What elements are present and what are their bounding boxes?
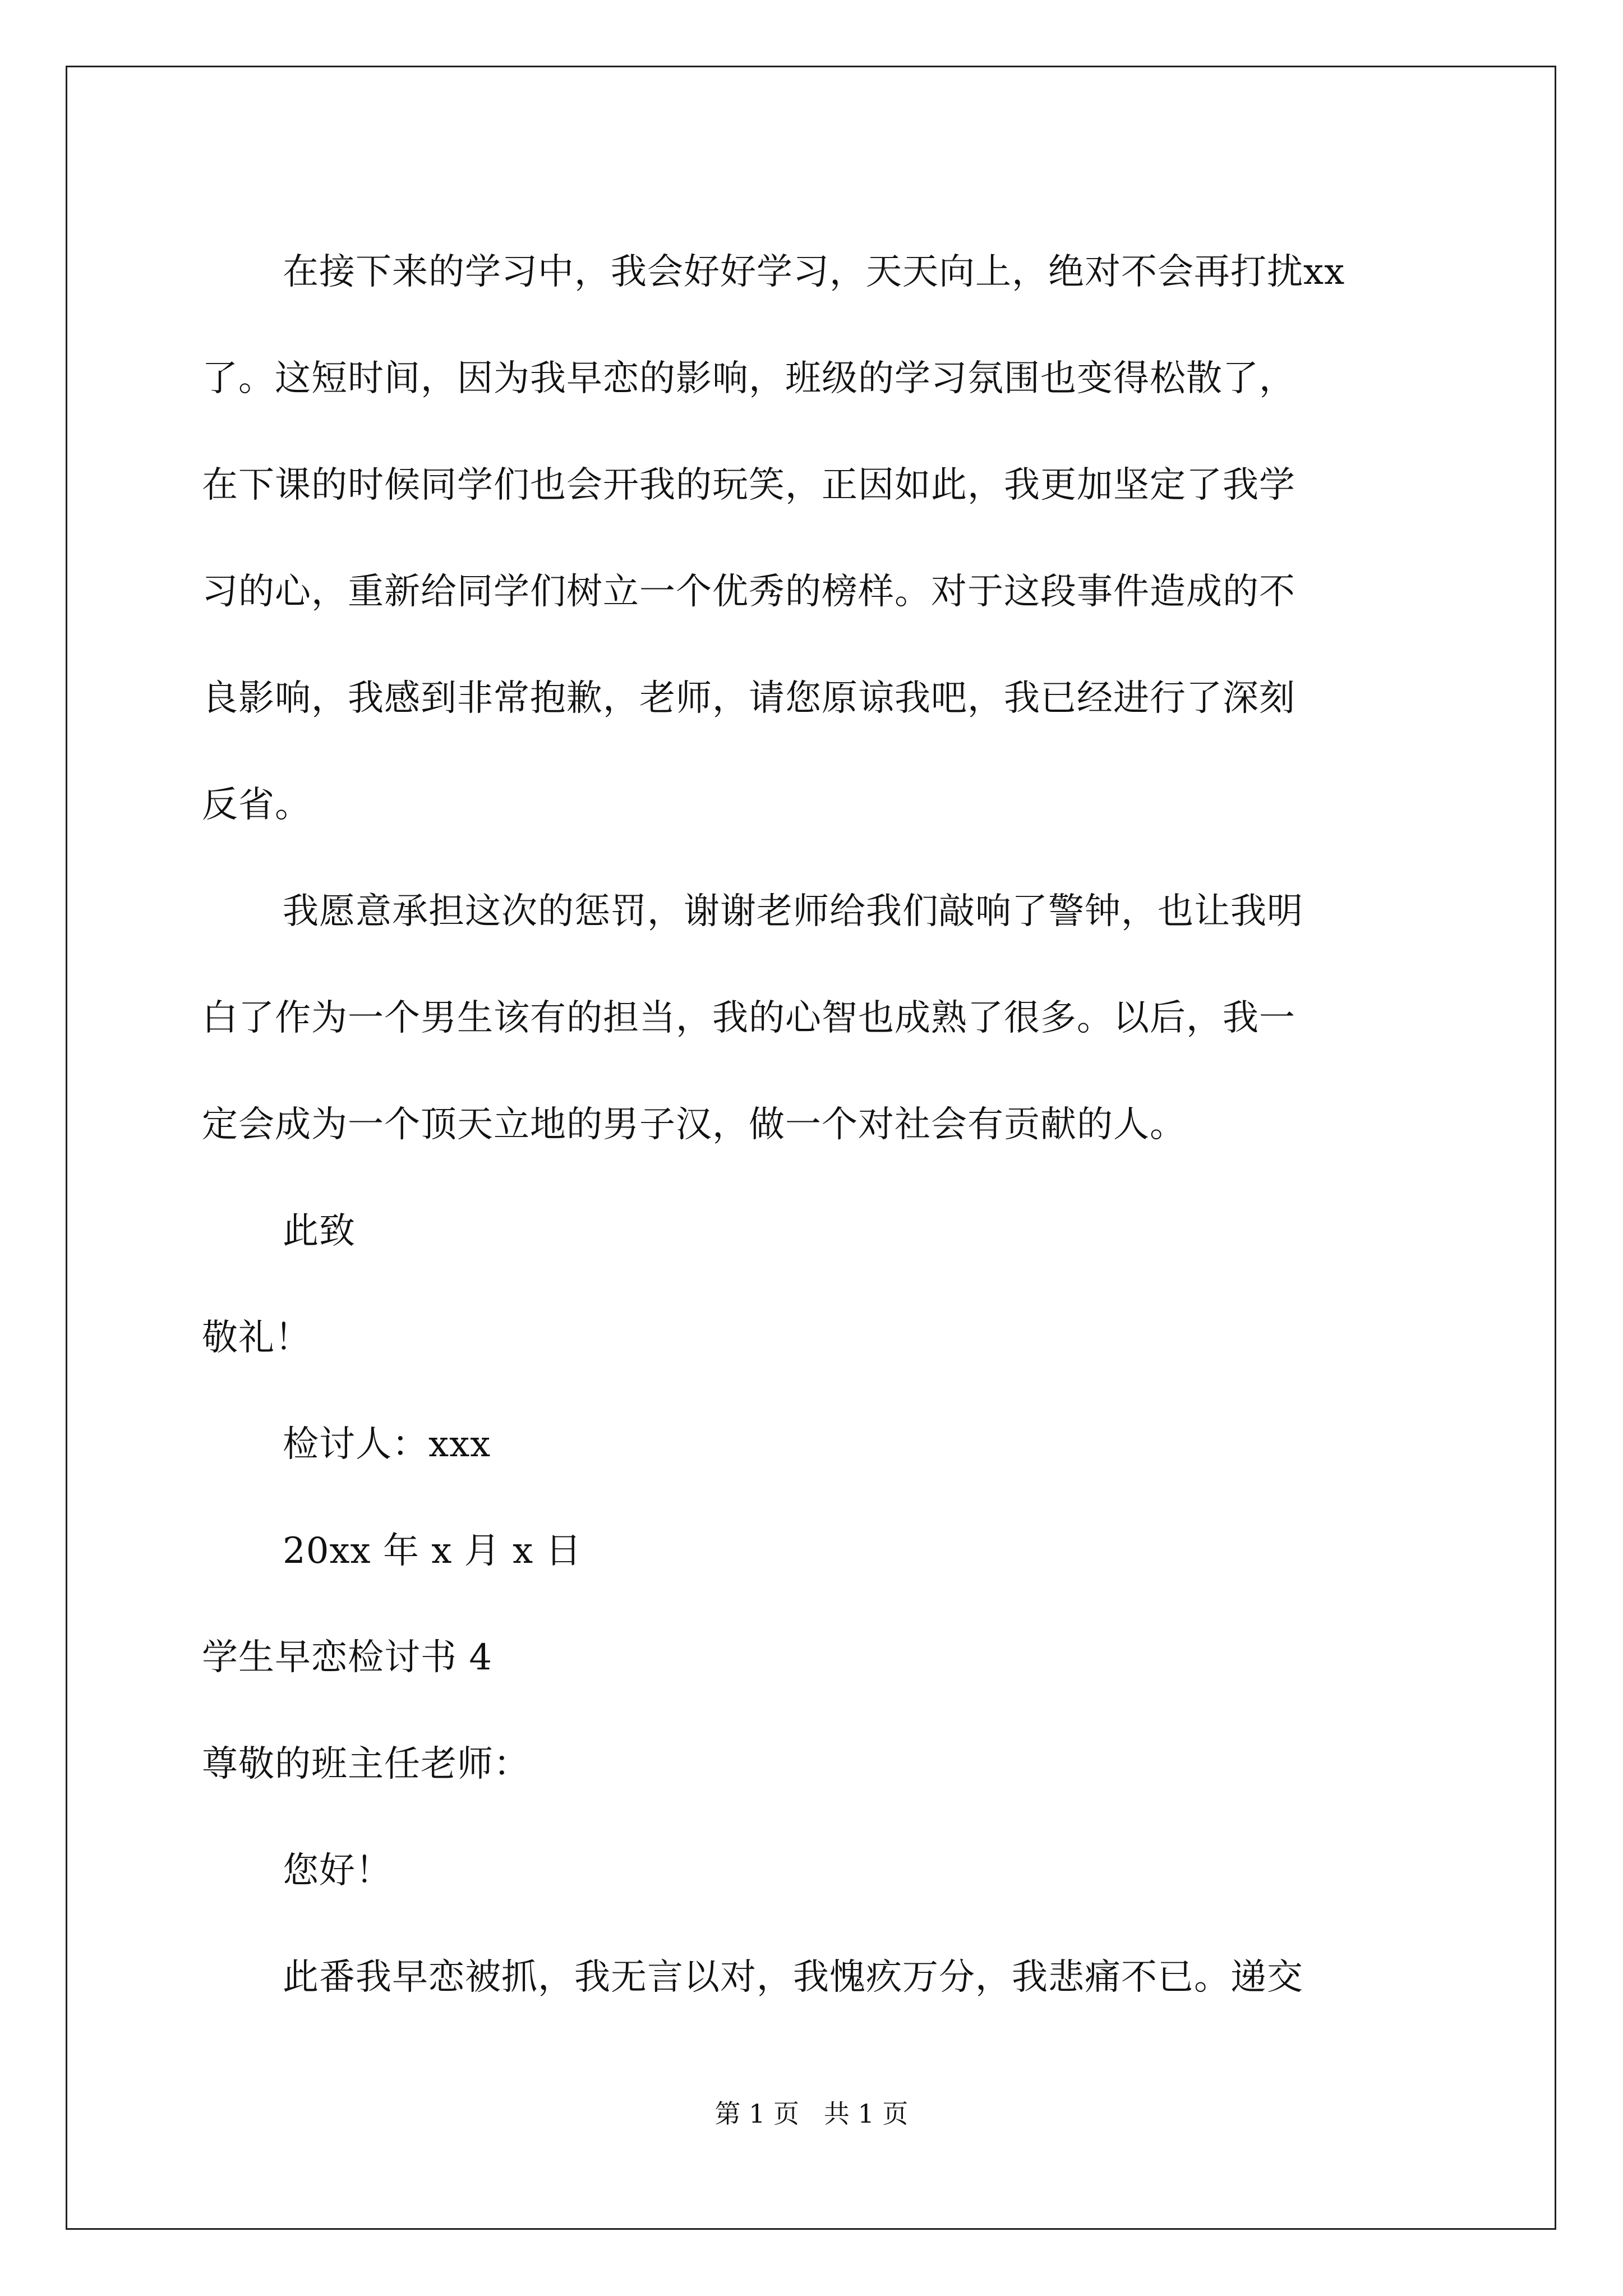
closing-salutation: 此致 [283,1211,356,1252]
closing-regards: 敬礼！ [202,1317,311,1359]
greeting-line: 您好！ [283,1850,392,1892]
paragraph-line: 我愿意承担这次的惩罚，谢谢老师给我们敲响了警钟，也让我明 [283,891,1303,932]
letter-date: 20xx 年 x 月 x 日 [283,1530,582,1572]
page-footer: 第 1 页 共 1 页 [714,2099,909,2129]
paragraph-line: 在下课的时候同学们也会开我的玩笑，正因如此，我更加坚定了我学 [202,464,1295,506]
paragraph-line: 反省。 [202,784,311,826]
greeting-recipient: 尊敬的班主任老师： [202,1743,530,1785]
paragraph-line: 此番我早恋被抓，我无言以对，我愧疚万分，我悲痛不已。递交 [283,1957,1303,1998]
paragraph-line: 了。这短时间，因为我早恋的影响，班级的学习氛围也变得松散了， [202,358,1295,399]
document-body [202,219,1430,2031]
paragraph-line: 白了作为一个男生该有的担当，我的心智也成熟了很多。以后，我一 [202,997,1295,1039]
signer-name: 检讨人：xxx [283,1424,491,1465]
paragraph-line: 定会成为一个顶天立地的男子汉，做一个对社会有贡献的人。 [202,1104,1186,1145]
section-heading: 学生早恋检讨书 4 [202,1637,493,1678]
paragraph-line: 在接下来的学习中，我会好好学习，天天向上，绝对不会再打扰xx [283,251,1345,293]
paragraph-line: 习的心，重新给同学们树立一个优秀的榜样。对于这段事件造成的不 [202,571,1295,613]
paragraph-line: 良影响，我感到非常抱歉，老师，请您原谅我吧，我已经进行了深刻 [202,678,1295,719]
